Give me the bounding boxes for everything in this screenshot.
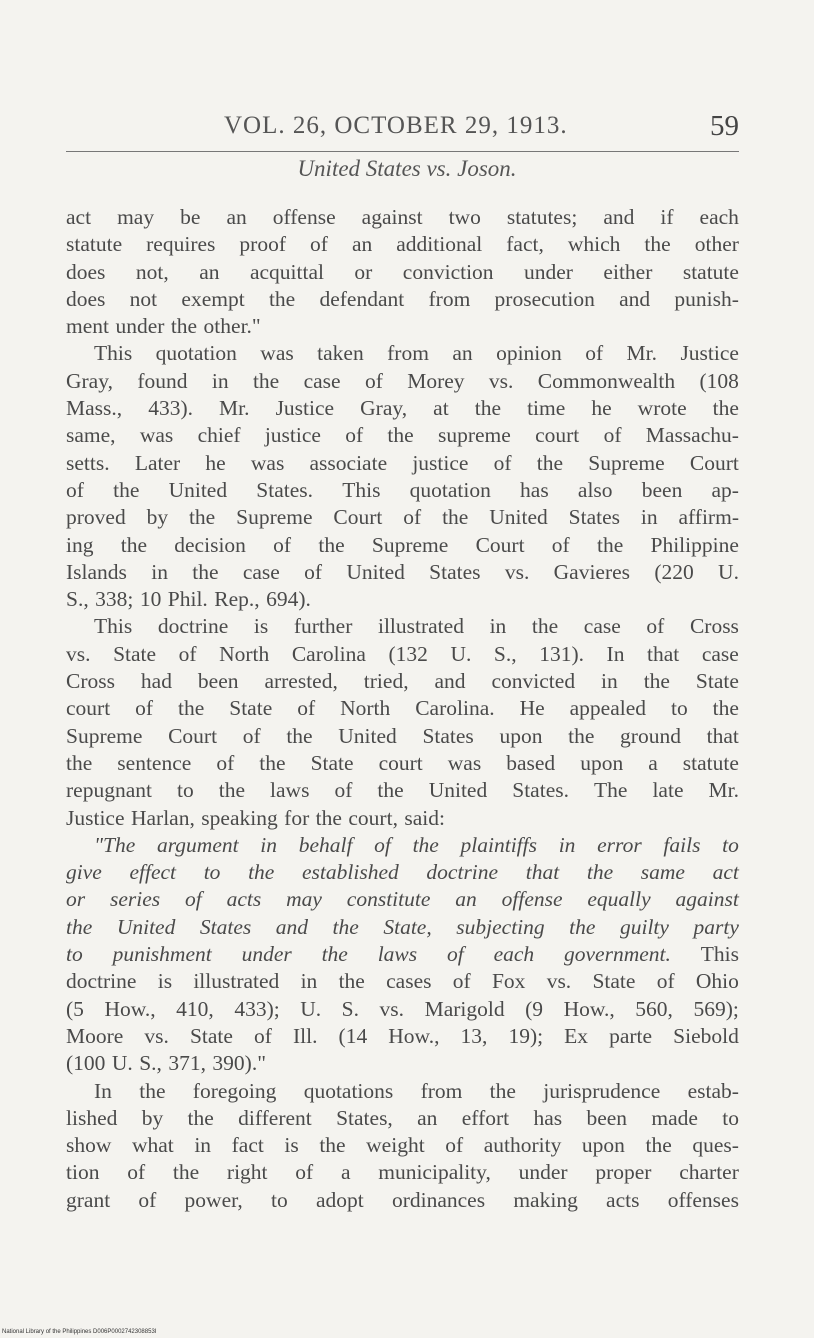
text-line: Cross had been arrested, tried, and convicted in the State (66, 669, 739, 694)
text-line: S., 338; 10 Phil. Rep., 694). (66, 587, 311, 612)
text-line: grant of power, to adopt ordinances making acts offenses (66, 1187, 739, 1212)
text-line: vs. State of North Carolina (132 U. S., 131). In that case (66, 641, 739, 666)
text-line: repugnant to the laws of the United States. The late Mr. (66, 778, 739, 803)
text-line: court of the State of North Carolina. He appealed to the (66, 696, 739, 721)
text-line: does not exempt the defendant from prosecution and punish- (66, 286, 739, 311)
text-line: This doctrine is further illustrated in the case of Cross (94, 614, 739, 639)
text-line: ment under the other." (66, 314, 261, 339)
text-line: (100 U. S., 371, 390)." (66, 1051, 266, 1076)
text-line: the sentence of the State court was based upon a statute (66, 750, 739, 775)
page-number: 59 (710, 110, 739, 142)
text-line: doctrine is illustrated in the cases of Fox vs. State of Ohio (66, 969, 739, 994)
text-line: In the foregoing quotations from the jurisprudence estab- (94, 1078, 739, 1103)
text-line: setts. Later he was associate justice of the Supreme Court (66, 450, 739, 475)
text-line: (5 How., 410, 433); U. S. vs. Marigold (9 How., 560, 569); (66, 996, 739, 1021)
text-line: or series of acts may constitute an offense equally against (66, 887, 739, 912)
text-line: does not, an acquittal or conviction under either statute (66, 259, 739, 284)
text-line: act may be an offense against two statutes; and if each (66, 205, 739, 229)
page-header (66, 112, 739, 152)
text-line: "The argument in behalf of the plaintiffs in error fails to (94, 832, 739, 857)
case-title: United States vs. Joson. (297, 156, 517, 181)
text-line: give effect to the established doctrine that the same act (66, 860, 739, 885)
text-line: Moore vs. State of Ill. (14 How., 13, 19); Ex parte Siebold (66, 1023, 739, 1048)
text-line: tion of the right of a municipality, under proper charter (66, 1160, 739, 1185)
text-line: statute requires proof of an additional fact, which the other (66, 232, 739, 257)
footer-credit: National Library of the Philippines D006P0002742308853I (2, 1329, 157, 1335)
text-line: to punishment under the laws of each government. This (66, 942, 739, 967)
text-line: Supreme Court of the United States upon the ground that (66, 723, 739, 748)
text-line: proved by the Supreme Court of the United States in affirm- (66, 505, 739, 530)
text-line: of the United States. This quotation has also been ap- (66, 477, 739, 502)
text-line: ing the decision of the Supreme Court of the Philippine (66, 532, 739, 557)
text-line: show what in fact is the weight of authority upon the ques- (66, 1133, 739, 1158)
text-line: Islands in the case of United States vs. Gavieres (220 U. (66, 559, 739, 584)
text-line: lished by the different States, an effort has been made to (66, 1105, 739, 1130)
header-rule (66, 151, 739, 152)
text-line: Justice Harlan, speaking for the court, said: (66, 805, 445, 830)
body-text (66, 204, 739, 1214)
running-head: VOL. 26, OCTOBER 29, 1913. (224, 112, 568, 139)
text-line: the United States and the State, subjecting the guilty party (66, 914, 739, 939)
text-line: This quotation was taken from an opinion of Mr. Justice (94, 341, 739, 366)
text-line: Mass., 433). Mr. Justice Gray, at the time he wrote the (66, 396, 739, 421)
text-line: same, was chief justice of the supreme court of Massachu- (66, 423, 739, 448)
text-line: Gray, found in the case of Morey vs. Commonwealth (108 (66, 368, 739, 393)
